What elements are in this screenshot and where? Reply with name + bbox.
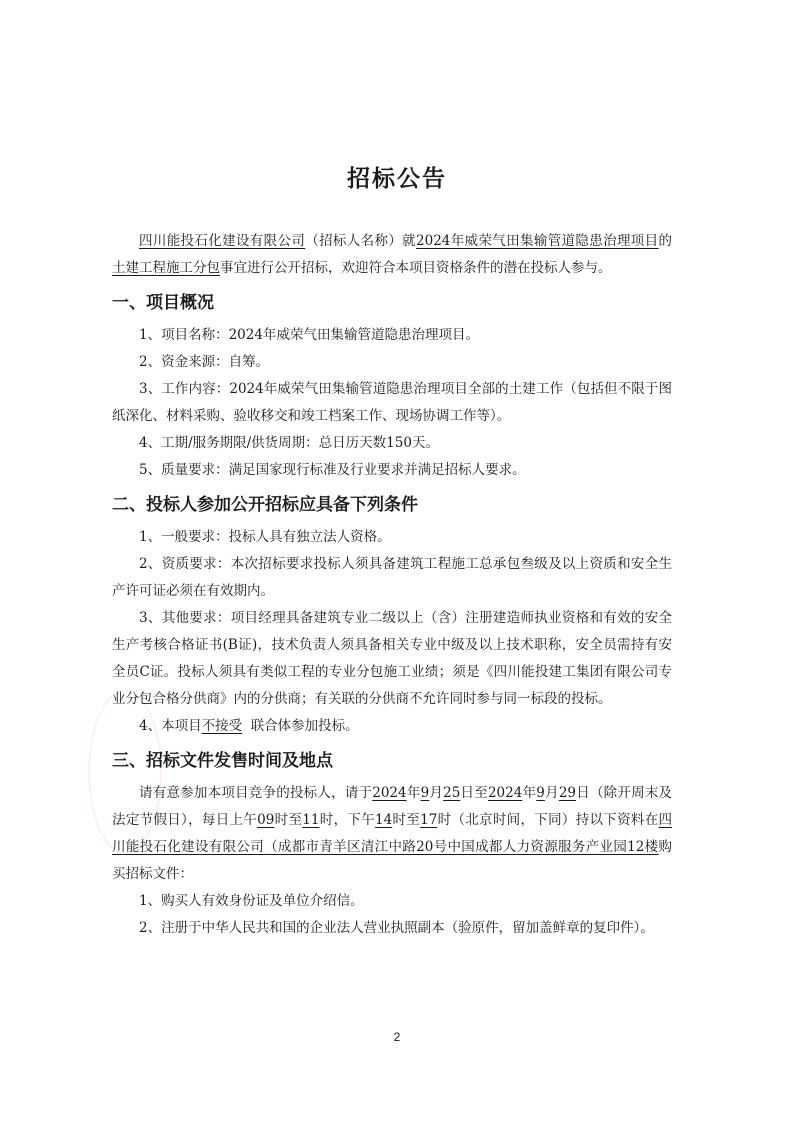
section1-item: 4、工期/服务期限/供货周期：总日历天数150天。 — [139, 435, 439, 451]
sale-location: 四川能投石化建设有限公司（成都市青羊区清江中路20号中国成都人力资源服务产业园12楼 — [112, 812, 673, 855]
section1-heading: 一、项目概况 — [112, 293, 214, 313]
section3-item: 1、购买人有效身份证及单位介绍信。 — [139, 893, 364, 909]
section1-item: 2、资金来源：自筹。 — [139, 354, 270, 370]
tenderer-name: 四川能投石化建设有限公司 — [139, 233, 306, 249]
section3-heading: 三、招标文件发售时间及地点 — [112, 751, 333, 771]
section3-item: 2、注册于中华人民共和国的企业法人营业执照副本（验原件，留加盖鲜章的复印件）。 — [139, 920, 654, 936]
section2-heading: 二、投标人参加公开招标应具备下列条件 — [112, 495, 418, 515]
section2-item: 1、一般要求：投标人具有独立法人资格。 — [139, 529, 391, 545]
package-name: 土建工程施工分包 — [112, 260, 220, 276]
announcement-body — [112, 228, 672, 942]
section1-item: 3、工作内容：2024年威荣气田集输管道隐患治理项目全部的土建工作（包括但不限于图纸深化、材料采购、验收移交和竣工档案工作、现场协调工作等）。 — [112, 381, 672, 424]
section2-item-consortium: 4、本项目不接受 联合体参加投标。 — [139, 718, 359, 734]
page-number: 2 — [393, 1030, 401, 1044]
consortium-value: 不接受 — [201, 718, 243, 734]
project-name: 2024年威荣气田集输管道隐患治理项目 — [416, 233, 659, 249]
section2-item: 2、资质要求：本次招标要求投标人须具备建筑工程施工总承包叁级及以上资质和安全生产许可证必须在有效期内。 — [112, 556, 672, 599]
intro-paragraph: 四川能投石化建设有限公司（招标人名称）就2024年威荣气田集输管道隐患治理项目的土建工程施工分包事宜进行公开招标，欢迎符合本项目资格条件的潜在投标人参与。 — [112, 233, 673, 276]
section1-item: 1、项目名称：2024年威荣气田集输管道隐患治理项目。 — [139, 327, 479, 343]
page-title: 招标公告 — [347, 166, 447, 192]
section1-item: 5、质量要求：满足国家现行标准及行业要求并满足招标人要求。 — [139, 462, 526, 478]
section2-item: 3、其他要求：项目经理具备建筑专业二级以上（含）注册建造师执业资格和有效的安全生产考核合格证书(B证)，技术负责人须具备相关专业中级及以上技术职称，安全员需持有安全员C证。投标人须具有类似工程的专业分包施工业绩；须是《四川能投建工集团有限公司专业分包合格分供商》内的分供商；有关联的分供商不允许同时参与同一标段的投标。 — [112, 610, 672, 707]
sale-time-paragraph: 请有意参加本项目竞争的投标人，请于2024年9月25日至2024年9月29日（除开周末及法定节假日），每日上午09时至11时，下午14时至17时（北京时间，下同）持以下资料在四川能投石化建设有限公司（成都市青羊区清江中路20号中国成都人力资源服务产业园12楼购买招标文件： — [112, 785, 673, 882]
